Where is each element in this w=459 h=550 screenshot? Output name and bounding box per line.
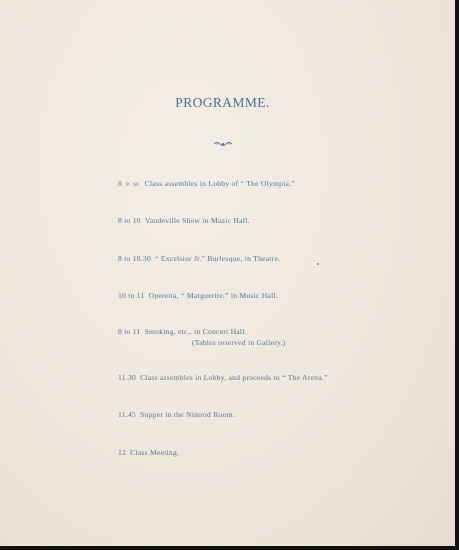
programme-item-7: [118, 410, 235, 419]
item-time: 11.45: [118, 410, 137, 419]
item-event: Supper in the Nimrod Room.: [140, 410, 235, 419]
programme-item-4: [118, 291, 278, 300]
programme-item-8: [118, 448, 179, 457]
item-time: 8 to 11: [118, 327, 141, 336]
item-time: 11.30: [118, 373, 137, 382]
item-time: 10 to 11: [118, 291, 145, 300]
page-title: PROGRAMME.: [175, 95, 270, 110]
scan-border-right: [455, 0, 459, 550]
item-time-number: 8: [118, 179, 123, 188]
programme-item-5: [118, 327, 247, 336]
item-event: Vaudeville Show in Music Hall.: [144, 216, 250, 225]
item-event: Class Meeting.: [130, 448, 180, 457]
item-time-unit: P. M.: [126, 182, 141, 188]
programme-item-2: [118, 216, 250, 225]
item-event: “ Excelsior Jr.” Burlesque, in Theatre.: [155, 254, 281, 263]
programme-item-5-note: (Tables reserved in Gallery.): [192, 338, 286, 347]
paper-speck: [317, 263, 319, 265]
item-event: Smoking, etc., in Concert Hall.: [144, 327, 247, 336]
item-event: Class assembles in Lobby, and proceeds to “ The Arena.”: [140, 373, 328, 382]
programme-item-1: [118, 179, 295, 188]
item-time: 12: [118, 448, 127, 457]
item-event: Class assembles in Lobby of “ The Olympia.”: [144, 179, 295, 188]
item-time: 8 to 10: [118, 216, 141, 225]
programme-item-3: [118, 254, 280, 263]
item-event: Operetta, “ Marguerite.” in Music Hall.: [148, 291, 278, 300]
ornament-flourish: [213, 140, 233, 148]
scan-border-bottom: [0, 546, 459, 550]
item-time: 8 to 10.30: [118, 254, 152, 263]
programme-item-6: [118, 373, 328, 382]
